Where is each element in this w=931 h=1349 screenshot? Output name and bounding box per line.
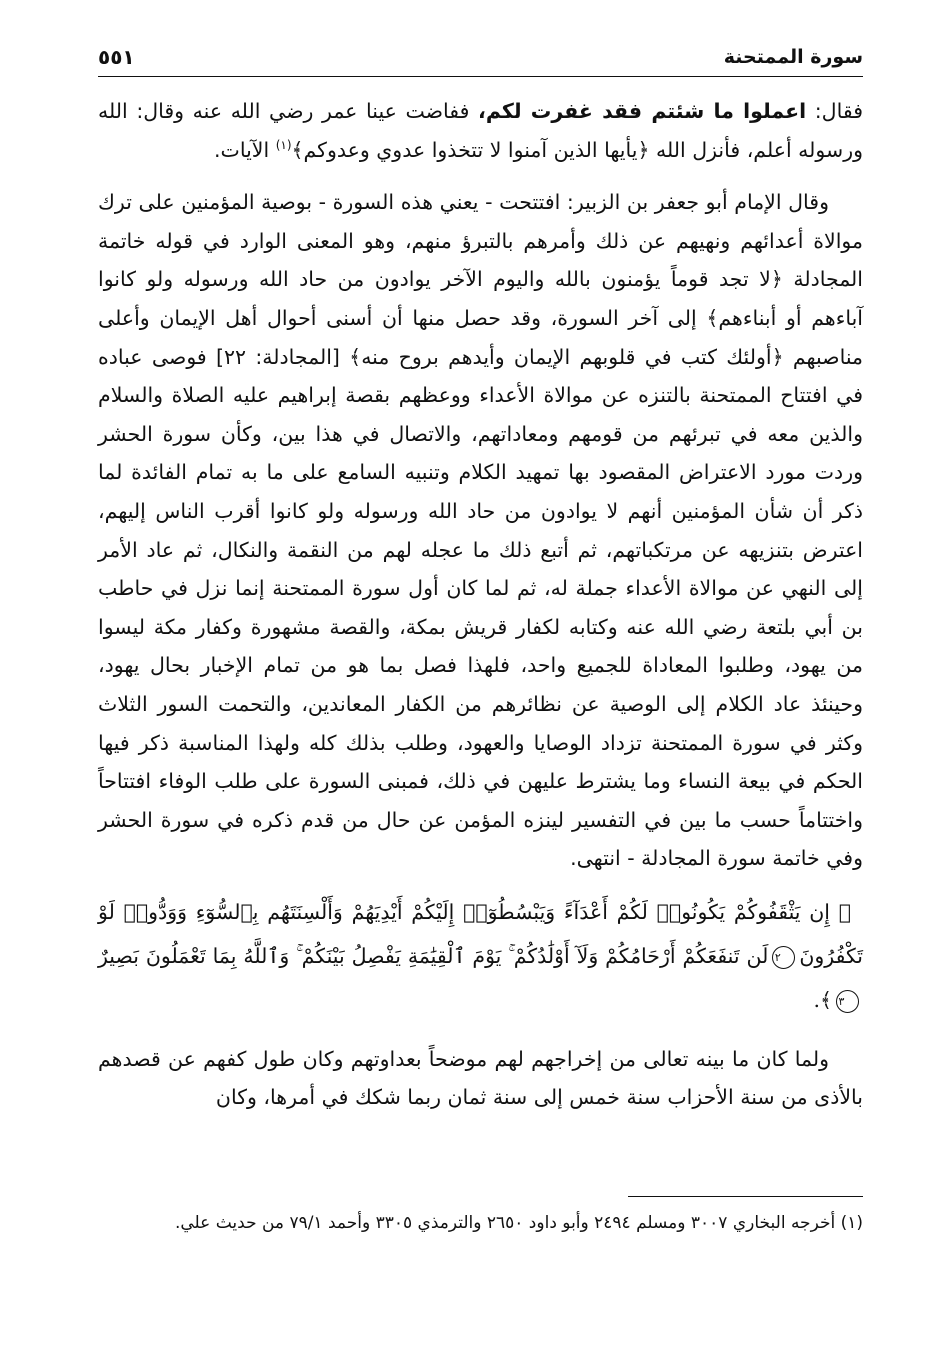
footnote: (١) أخرجه البخاري ٣٠٠٧ ومسلم ٢٤٩٤ وأبو داود ٢٦٥٠ والترمذي ٣٣٠٥ وأحمد ٧٩/١ من حديث علي. (174, 1213, 863, 1233)
intro-text-3: الآيات. (214, 137, 276, 162)
main-text (98, 92, 863, 1117)
closing-paragraph: ولما كان ما بينه تعالى من إخراجهم لهم موضحاً بعداوتهم وكان طول كفهم عن قصدهم بالأذى من سنة الأحزاب سنة خمس إلى سنة ثمان ربما شكك في أمرها، وكان (98, 1046, 863, 1110)
intro-paragraph (98, 92, 863, 169)
ayah-number-2: ٢ (772, 946, 795, 969)
surah-title: سورة الممتحنة (723, 46, 863, 68)
quran-verse (98, 890, 863, 1022)
intro-text-1: فقال: (806, 99, 863, 123)
commentary-paragraph: وقال الإمام أبو جعفر بن الزبير: افتتحت - يعني هذه السورة - بوصية المؤمنين على ترك موالاة أعدائهم ونهيهم عن ذلك وأمرهم بالتبرؤ منهم، وهو المعنى الوارد في قوله خاتمة المجادلة ﴿لا تجد قوماً يؤمنون بالله واليوم الآخر يوادون من حاد الله ورسوله ولو كانوا آباءهم أو أبناءهم﴾ إلى آخر السورة، وقد حصل منها أن أسنى أحوال أهل الإيمان وأعلى مناصبهم ﴿أولئك كتب في قلوبهم الإيمان وأيدهم بروح منه﴾ [المجادلة: ٢٢] فوصى عباده في افتتاح الممتحنة بالتنزه عن موالاة الأعداء ووعظهم بقصة إبراهيم عليه الصلاة والسلام والذين معه في تبرئهم من قومهم ومعاداتهم، والاتصال في هذا بين، وكأن سورة الحشر وردت مورد الاعتراض المقصود بها تمهيد الكلام وتنبيه السامع على ما به تمام الفائدة لما ذكر أن شأن المؤمنين أنهم لا يوادون من حاد الله ورسوله ولو كانوا أقرب الناس إليهم، اعترض بتنزيهه عن مرتكباتهم، ثم أتبع ذلك ما عجله لهم من النقمة والنكال، ثم عاد الأمر إلى النهي عن موالاة الأعداء جملة له، ثم لما كان أول سورة الممتحنة إنما نزل في حاطب بن أبي بلتعة رضي الله عنه وكتابه لكفار قريش بمكة، والقصة مشهورة وكفار مكة ليسوا من يهود، وطلبوا المعاداة للجميع واحد، فلهذا فصل بما هو من تمام الإخبار بحال يهود، وحينئذ عاد الكلام إلى الوصية عن نظائرهم من الكفار المعاندين، والتحمت السور الثلاث وكثر في سورة الممتحنة تزداد الوصايا والعهود، وطلب بذلك كله ولهذا المناسبة ذكر فيها الحكم في بيعة النساء وما يشترط عليهن في ذلك، فمبنى السورة على طلب الوفاء افتتاحاً واختتاماً حسب ما بين في التفسير لينزه المؤمن عن حال من قدم ذكره في سورة الحشر وفي خاتمة سورة المجادلة - انتهى. (98, 190, 863, 871)
ayah-number-3: ٣ (836, 990, 859, 1013)
intro-bold-quote: اعملوا ما شئتم فقد غفرت لكم، (478, 99, 807, 123)
footnote-reference[interactable]: (١) (275, 137, 292, 152)
intro-text-2: ففاضت عينا عمر رضي الله عنه وقال: الله ورسوله أعلم، فأنزل الله ﴿يأيها الذين آمنوا لا تتخذوا عدوي وعدوكم﴾ (98, 99, 863, 162)
running-header (98, 40, 863, 74)
verse-part-2: لَن تَنفَعَكُمْ أَرْحَامُكُمْ وَلَآ أَوْلَٰدُكُمْ ۚ يَوْمَ ٱلْقِيَٰمَةِ يَفْصِلُ بَيْنَكُمْ ۚ وَٱللَّهُ بِمَا تَعْمَلُونَ بَصِيرٌ (98, 943, 769, 968)
header-divider (98, 76, 863, 77)
page-number: ٥٥١ (98, 45, 135, 69)
footnote-divider (628, 1196, 863, 1197)
verse-end: ﴾. (813, 987, 832, 1012)
verse-part-1: ﴿ إِن يَثْقَفُوكُمْ يَكُونُوا۟ لَكُمْ أَعْدَآءً وَيَبْسُطُوٓا۟ إِلَيْكُمْ أَيْدِيَهُمْ وَأَلْسِنَتَهُم بِٱلسُّوٓءِ وَوَدُّوا۟ لَوْ تَكْفُرُونَ (98, 899, 863, 968)
